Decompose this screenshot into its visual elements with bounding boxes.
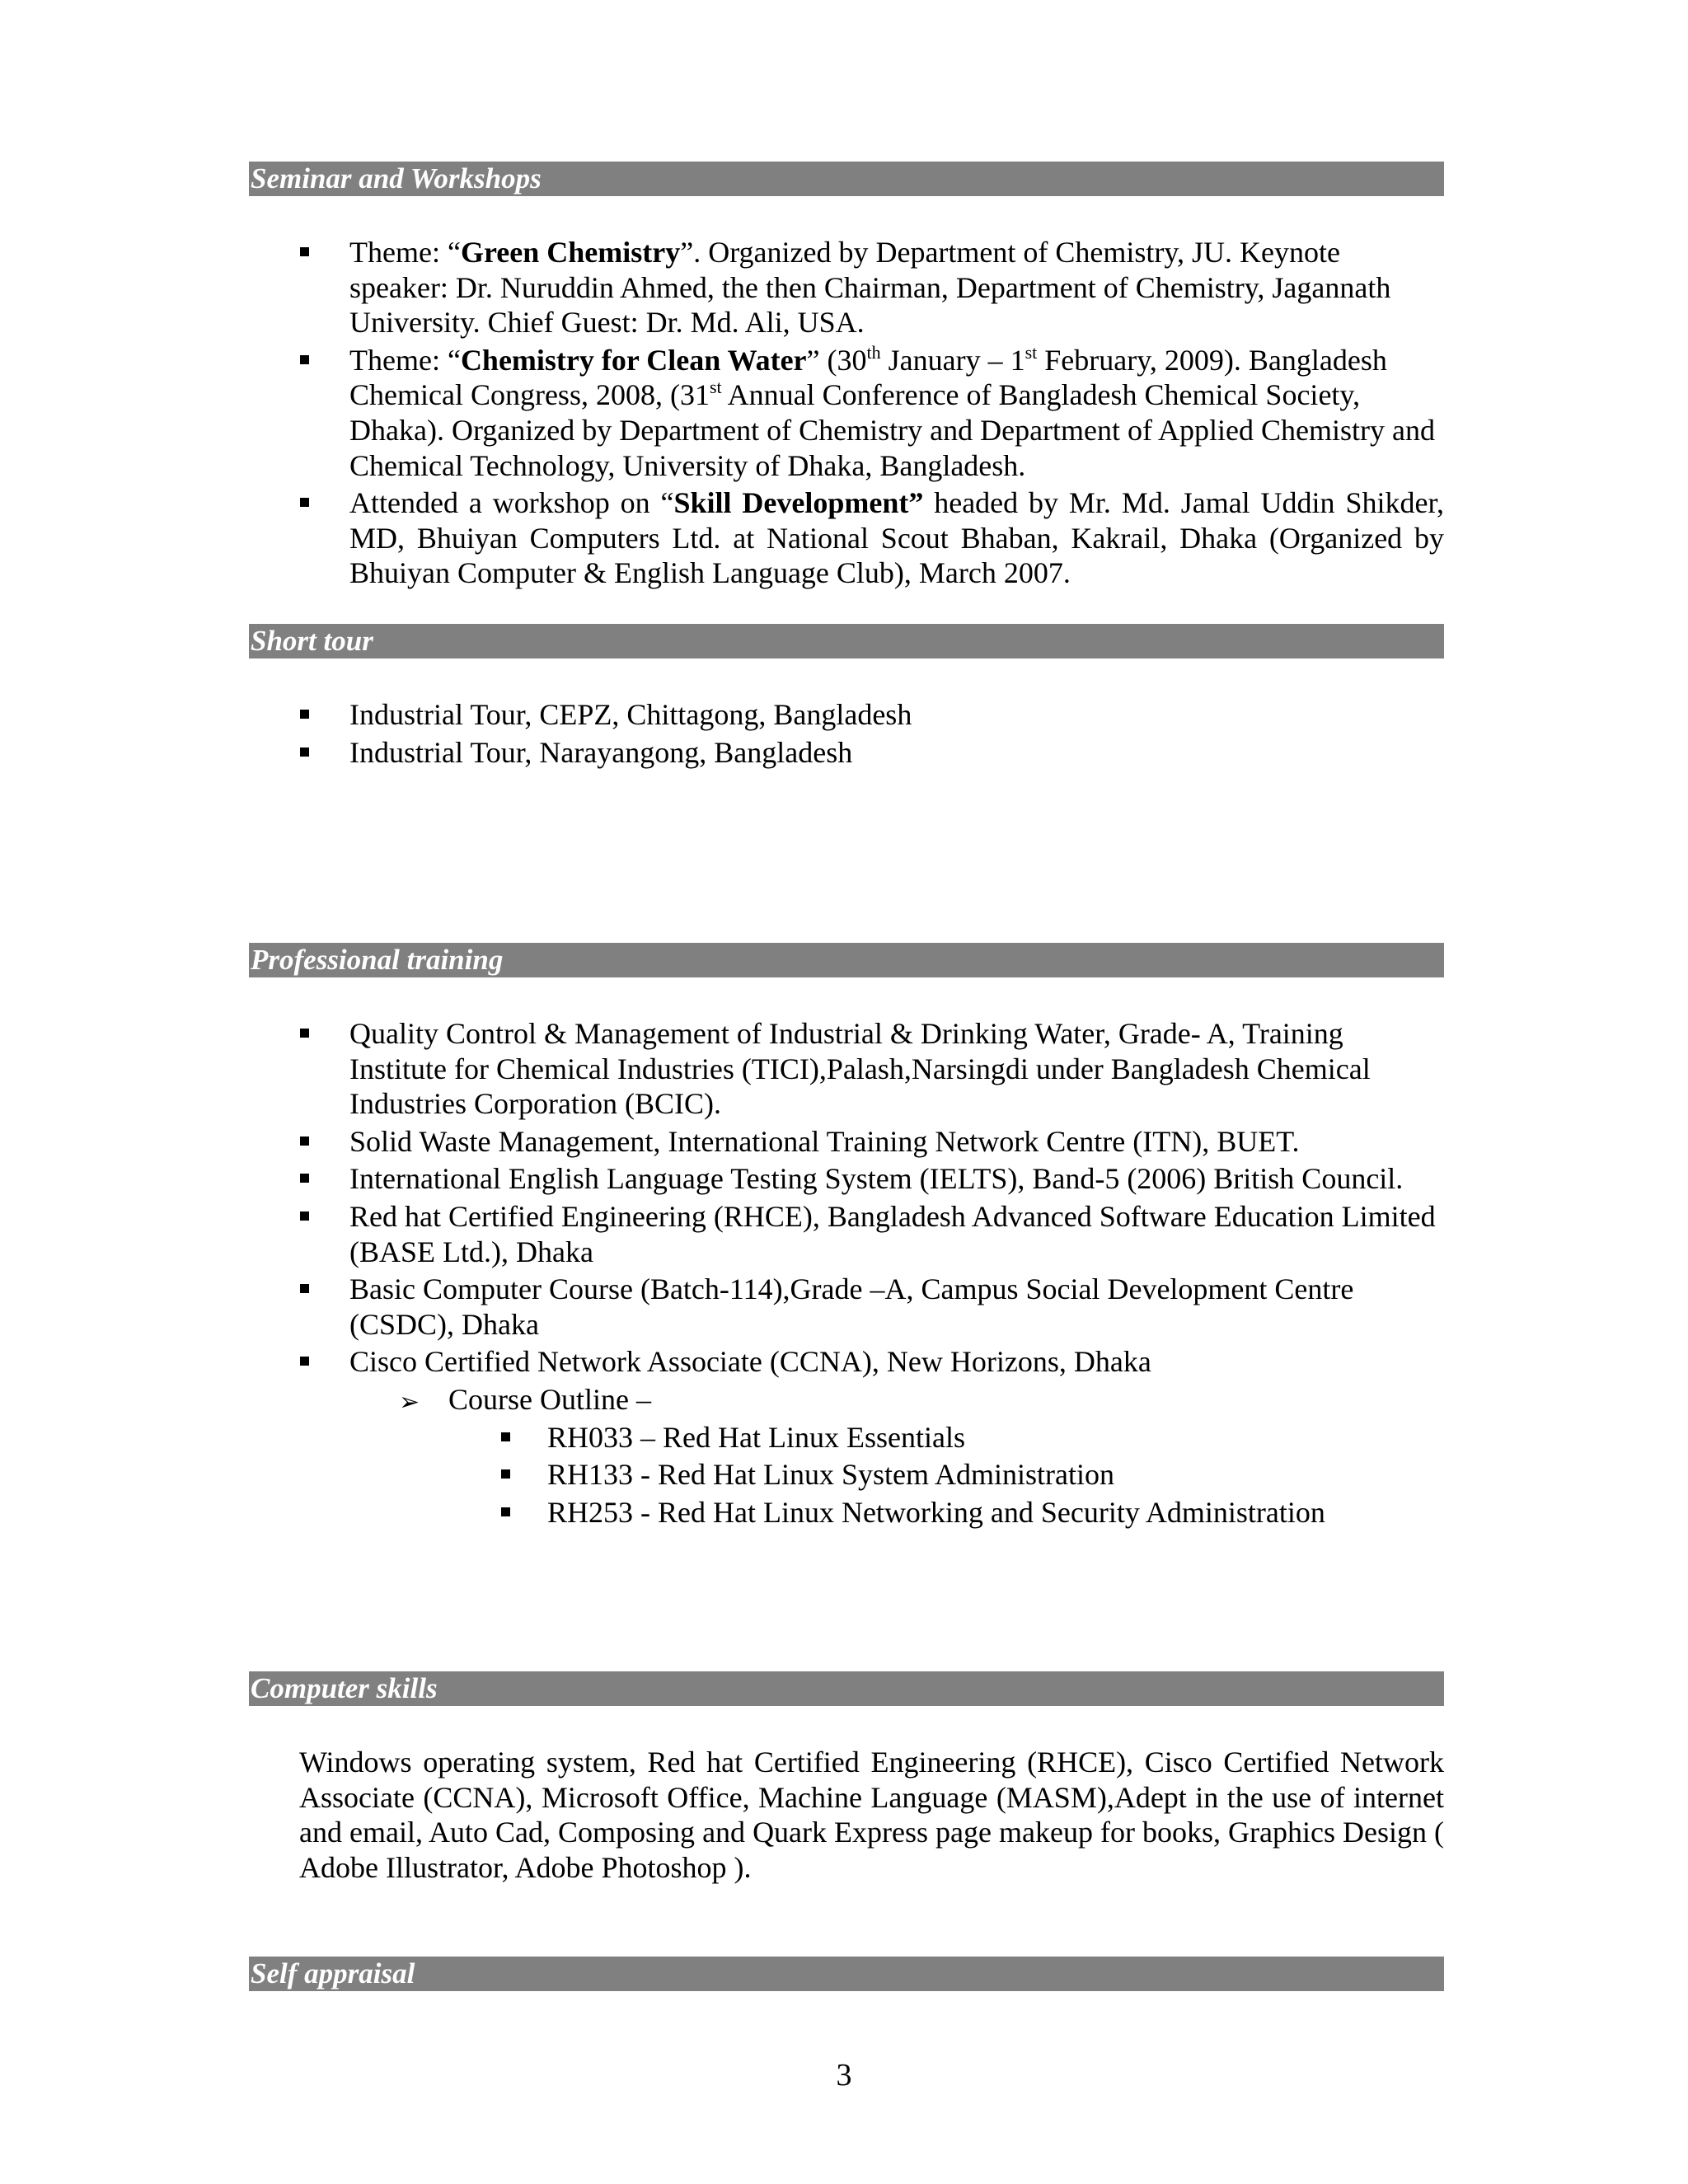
- list-item: RH033 – Red Hat Linux Essentials: [249, 1420, 1444, 1455]
- short-tour-list: [249, 697, 1444, 772]
- section-heading-self-appraisal: Self appraisal: [249, 1957, 1444, 1991]
- list-item: International English Language Testing System (IELTS), Band-5 (2006) British Council.: [249, 1161, 1444, 1197]
- square-bullet-icon: [300, 748, 309, 757]
- list-item: Industrial Tour, Narayangong, Bangladesh: [249, 735, 1444, 771]
- list-item: RH253 - Red Hat Linux Networking and Security Administration: [249, 1495, 1444, 1530]
- list-item: Red hat Certified Engineering (RHCE), Bangladesh Advanced Software Education Limited (BASE Ltd.), Dhaka: [249, 1199, 1444, 1269]
- professional-training-list: [249, 1016, 1444, 1532]
- square-bullet-icon: [300, 355, 309, 364]
- square-bullet-icon: [300, 1357, 309, 1366]
- list-item: RH133 - Red Hat Linux System Administration: [249, 1457, 1444, 1493]
- list-item: Basic Computer Course (Batch-114),Grade –A, Campus Social Development Centre (CSDC), Dhaka: [249, 1272, 1444, 1342]
- course-outline-item: ➢ Course Outline –: [249, 1382, 1444, 1418]
- square-bullet-icon: [501, 1507, 510, 1516]
- square-bullet-icon: [300, 1029, 309, 1038]
- list-item: Cisco Certified Network Associate (CCNA), New Horizons, Dhaka: [249, 1344, 1444, 1380]
- list-item: Theme: “Green Chemistry”. Organized by Department of Chemistry, JU. Keynote speaker: Dr. Nuruddin Ahmed, the then Chairman, Department of Chemistry, Jagannath University. Chief Guest: Dr. Md. Ali, USA.: [249, 235, 1444, 340]
- section-heading-short-tour: Short tour: [249, 624, 1444, 658]
- square-bullet-icon: [300, 1174, 309, 1183]
- square-bullet-icon: [300, 1284, 309, 1293]
- square-bullet-icon: [300, 1212, 309, 1221]
- list-item: Solid Waste Management, International Training Network Centre (ITN), BUET.: [249, 1124, 1444, 1160]
- section-heading-seminar: Seminar and Workshops: [249, 162, 1444, 196]
- page-number: 3: [836, 2058, 852, 2093]
- seminar-list: [249, 235, 1444, 593]
- square-bullet-icon: [501, 1469, 510, 1479]
- square-bullet-icon: [300, 247, 309, 256]
- computer-skills-text: Windows operating system, Red hat Certified Engineering (RHCE), Cisco Certified Network Associate (CCNA), Microsoft Office, Machine Language (MASM),Adept in the use of internet and email, Auto Cad, Composing and Quark Express page makeup for books, Graphics Design ( Adobe Illustrator, Adobe Photoshop ).: [299, 1746, 1444, 1884]
- list-item: Theme: “Chemistry for Clean Water” (30th January – 1st February, 2009). Bangladesh Chemical Congress, 2008, (31st Annual Conference of Bangladesh Chemical Society, Dhaka). Organized by Department of Chemistry and Department of Applied Chemistry and Chemical Technology, University of Dhaka, Bangladesh.: [249, 343, 1444, 483]
- square-bullet-icon: [300, 1137, 309, 1146]
- square-bullet-icon: [300, 498, 309, 507]
- list-item: Attended a workshop on “Skill Development” headed by Mr. Md. Jamal Uddin Shikder, MD, Bhuiyan Computers Ltd. at National Scout Bhaban, Kakrail, Dhaka (Organized by Bhuiyan Computer & English Language Club), March 2007.: [249, 485, 1444, 591]
- list-item: Industrial Tour, CEPZ, Chittagong, Bangladesh: [249, 697, 1444, 733]
- list-item: Quality Control & Management of Industrial & Drinking Water, Grade- A, Training Institute for Chemical Industries (TICI),Palash,Narsingdi under Bangladesh Chemical Industries Corporation (BCIC).: [249, 1016, 1444, 1122]
- square-bullet-icon: [501, 1432, 510, 1441]
- section-heading-professional-training: Professional training: [249, 943, 1444, 977]
- arrow-bullet-icon: ➢: [399, 1387, 420, 1417]
- square-bullet-icon: [300, 710, 309, 719]
- section-heading-computer-skills: Computer skills: [249, 1671, 1444, 1706]
